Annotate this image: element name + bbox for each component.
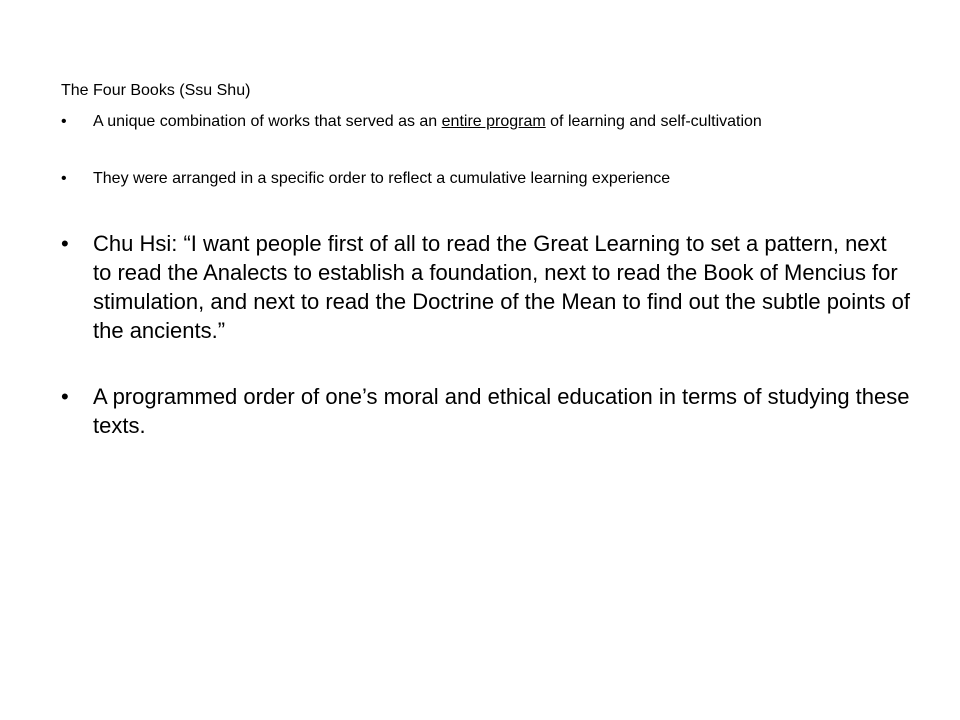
bullet-text-after: of learning and self-cultivation: [545, 113, 762, 130]
bullet-item-specific-order: [61, 168, 891, 190]
bullet-text: Chu Hsi: “I want people first of all to read the Great Learning to set a pattern, next to read the Analects to establish a foundation, next to read the Book of Mencius for stimulation, and next to read the Doctrine of the Mean to find out the subtle points of the ancients.”: [93, 231, 910, 343]
bullet-dot: •: [61, 170, 67, 187]
bullet-text: [93, 111, 891, 133]
bullet-text: A programmed order of one’s moral and ethical education in terms of studying these texts.: [93, 384, 910, 438]
bullet-dot: •: [61, 231, 69, 256]
slide-title: The Four Books (Ssu Shu): [61, 82, 251, 99]
bullet-item-programmed-order: [61, 382, 911, 440]
underlined-phrase: entire program: [441, 113, 546, 130]
bullet-item-chu-hsi-quote: [61, 229, 911, 345]
bullet-dot: •: [61, 384, 69, 409]
bullet-item-unique-combination: [61, 111, 891, 133]
bullet-dot: •: [61, 113, 67, 130]
bullet-text-before: A unique combination of works that served as an: [93, 113, 442, 130]
bullet-text: They were arranged in a specific order to reflect a cumulative learning experience: [93, 170, 671, 187]
